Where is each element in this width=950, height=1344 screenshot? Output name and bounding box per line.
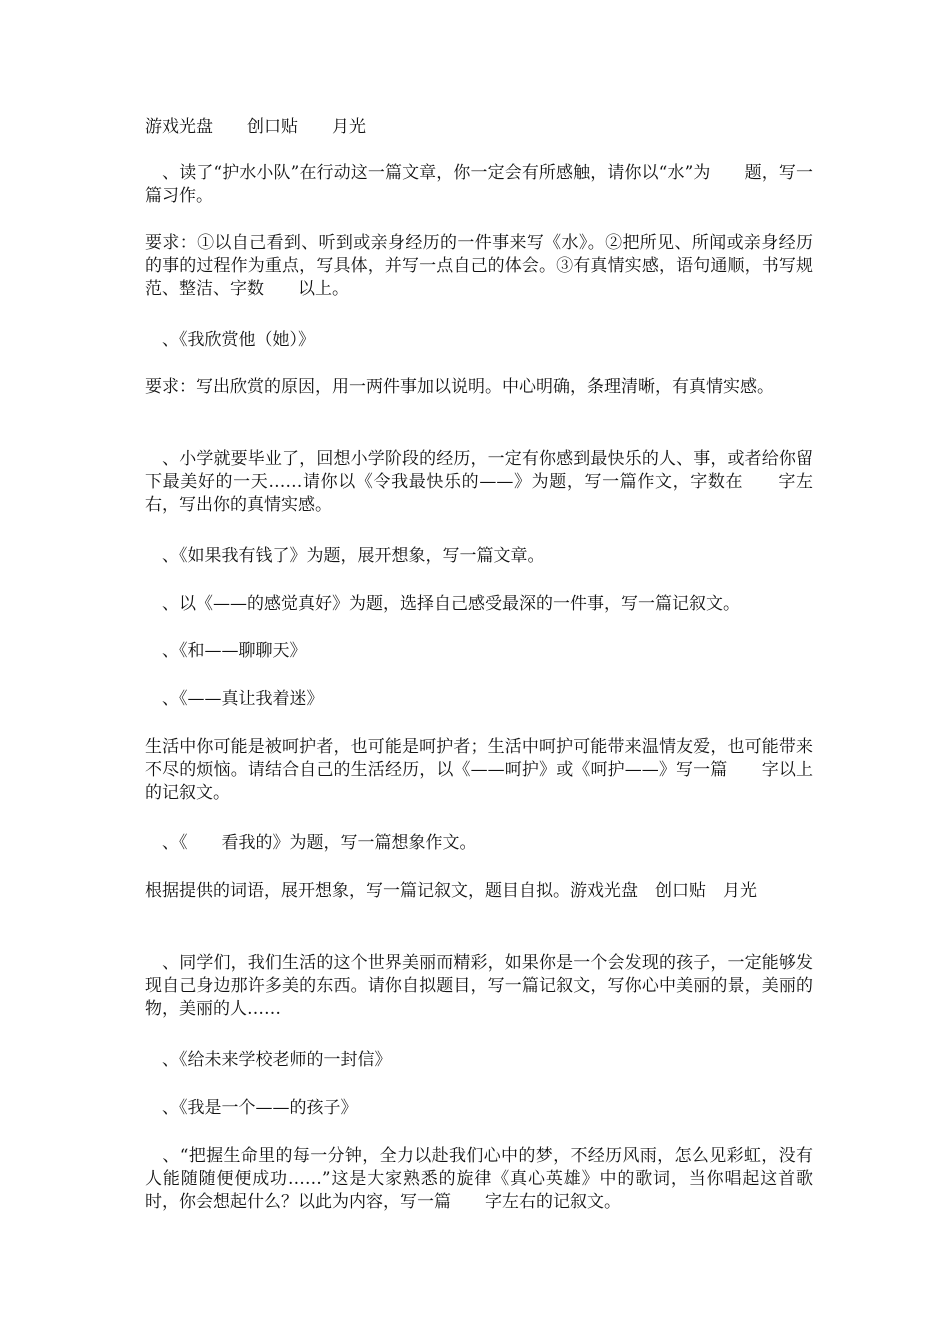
- prompt-water: 、读了“护水小队”在行动这一篇文章，你一定会有所感触，请你以“水”为 题，写一篇习作。: [145, 163, 813, 206]
- requirement-appreciate: 要求：写出欣赏的原因，用一两件事加以说明。中心明确，条理清晰，有真情实感。: [145, 377, 774, 397]
- prompt-words: 根据提供的词语，展开想象，写一篇记叙文，题目自拟。游戏光盘 创口贴 月光: [145, 881, 757, 901]
- prompt-child: 、《我是一个——的孩子》: [145, 1098, 358, 1118]
- prompt-care: 生活中你可能是被呵护者，也可能是呵护者；生活中呵护可能带来温情友爱，也可能带来不尽的烦恼。请结合自己的生活经历，以《——呵护》或《呵护——》写一篇 字以上的记叙文。: [145, 737, 813, 803]
- prompt-rich: 、《如果我有钱了》为题，展开想象，写一篇文章。: [145, 546, 545, 566]
- prompt-letter: 、《给未来学校老师的一封信》: [145, 1050, 392, 1070]
- word-list: 游戏光盘 创口贴 月光: [145, 117, 366, 137]
- requirement-water: 要求：①以自己看到、听到或亲身经历的一件事来写《水》。②把所见、所闻或亲身经历的事的过程作为重点，写具体，并写一点自己的体会。③有真情实感，语句通顺，书写规范、整洁、字数 以上。: [145, 233, 813, 299]
- prompt-beauty: 、同学们，我们生活的这个世界美丽而精彩，如果你是一个会发现的孩子，一定能够发现自己身边那许多美的东西。请你自拟题目，写一篇记叙文，写你心中美丽的景，美丽的物，美丽的人……: [145, 953, 813, 1019]
- prompt-feeling: 、以《——的感觉真好》为题，选择自己感受最深的一件事，写一篇记叙文。: [145, 594, 740, 614]
- prompt-fascinated: 、《——真让我着迷》: [145, 689, 324, 709]
- prompt-imagination: 、《 看我的》为题，写一篇想象作文。: [145, 833, 477, 853]
- prompt-appreciate: 、《我欣赏他（她）》: [145, 330, 315, 350]
- prompt-chat: 、《和——聊聊天》: [145, 641, 307, 661]
- prompt-hero: 、“把握生命里的每一分钟，全力以赴我们心中的梦，不经历风雨，怎么见彩虹，没有人能随随便便成功……”这是大家熟悉的旋律《真心英雄》中的歌词，当你唱起这首歌时，你会想起什么？以此为内容，写一篇 字左右的记叙文。: [145, 1146, 813, 1212]
- prompt-happiest: 、小学就要毕业了，回想小学阶段的经历，一定有你感到最快乐的人、事，或者给你留下最美好的一天……请你以《令我最快乐的——》为题，写一篇作文，字数在 字左右，写出你的真情实感。: [145, 449, 813, 515]
